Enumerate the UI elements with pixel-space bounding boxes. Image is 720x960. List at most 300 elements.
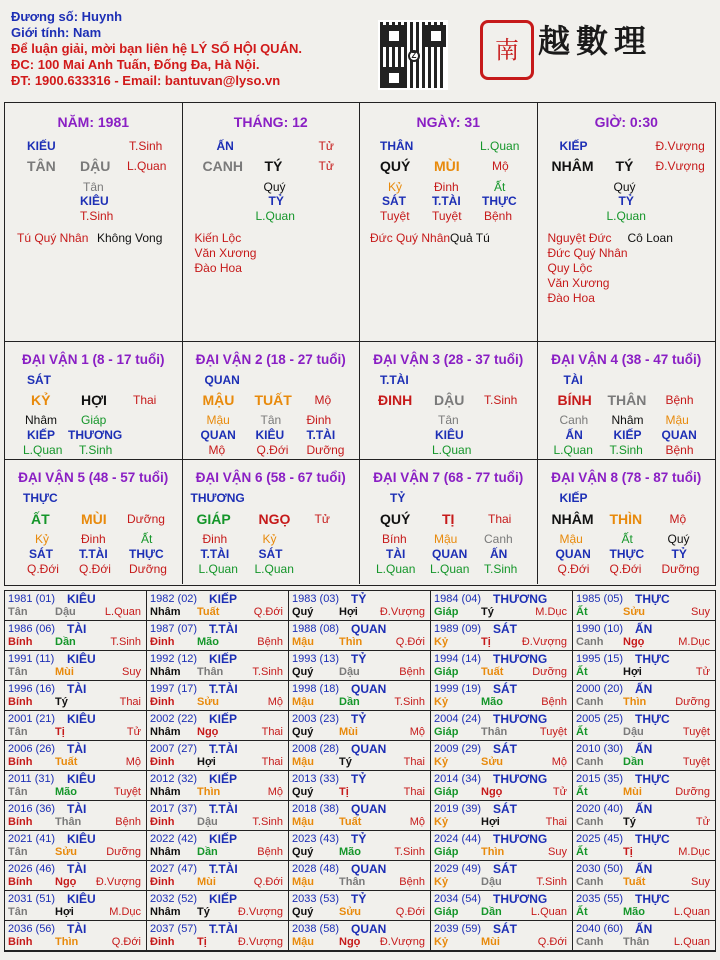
year-label: 2017 (37) bbox=[150, 803, 198, 815]
dai-van-title: ĐẠI VẬN 4 (38 - 47 tuổi) bbox=[551, 352, 702, 367]
hidden-state: Tuyệt bbox=[432, 209, 462, 223]
year-state: Suy bbox=[691, 876, 710, 888]
year-cell bbox=[289, 831, 431, 861]
year-label: 1988 (08) bbox=[292, 623, 340, 635]
year-star: KIÊU bbox=[67, 892, 96, 906]
year-stem: Canh bbox=[576, 876, 604, 888]
year-branch: Dần bbox=[623, 756, 644, 768]
dai-van-star: KIẾP bbox=[559, 491, 588, 505]
year-branch: Thìn bbox=[55, 936, 79, 948]
dai-van-star: T.TÀI bbox=[380, 373, 409, 387]
year-cell bbox=[431, 891, 573, 921]
year-branch: Tị bbox=[55, 726, 65, 738]
year-star: TÀI bbox=[67, 922, 87, 936]
year-cell bbox=[5, 591, 147, 621]
year-branch: Tị bbox=[481, 636, 491, 648]
year-stem: Bính bbox=[8, 696, 33, 708]
year-state: Thai bbox=[261, 726, 283, 738]
pillar-extra: Quy Lộc bbox=[547, 261, 593, 275]
year-state: Tuyệt bbox=[682, 756, 710, 768]
year-branch: Hợi bbox=[481, 816, 500, 828]
year-cell bbox=[573, 681, 715, 711]
pillar-chi-state: Mộ bbox=[492, 159, 509, 173]
year-star: TỶ bbox=[351, 892, 367, 906]
dai-van-star: TỶ bbox=[390, 491, 406, 505]
year-star: KIÊU bbox=[67, 652, 96, 666]
year-star: T.TÀI bbox=[209, 682, 238, 696]
year-star: THƯƠNG bbox=[493, 832, 548, 846]
year-stem: Quý bbox=[292, 666, 314, 678]
year-branch: Tý bbox=[339, 756, 352, 768]
year-stem: Giáp bbox=[434, 786, 459, 798]
year-cell bbox=[431, 861, 573, 891]
year-star: THỰC bbox=[635, 832, 670, 846]
year-stem: Mậu bbox=[292, 696, 314, 708]
dai-van-hidden-star: T.TÀI bbox=[306, 428, 336, 442]
dai-van-star: QUAN bbox=[204, 373, 240, 387]
year-label: 1994 (14) bbox=[434, 653, 482, 665]
year-stem: Ất bbox=[576, 726, 588, 738]
year-stem: Canh bbox=[576, 816, 604, 828]
year-stem: Bính bbox=[8, 816, 33, 828]
dai-van-can: ẤT bbox=[31, 511, 50, 527]
year-state: L.Quan bbox=[673, 936, 710, 948]
contact-invite: Để luận giải, mời bạn liên hệ LÝ SỐ HỘI QUÁN. bbox=[11, 41, 302, 56]
year-branch: Thìn bbox=[339, 636, 363, 648]
year-stem: Nhâm bbox=[150, 726, 181, 738]
dai-van-hidden: Bính bbox=[382, 532, 407, 546]
year-state: Q.Đới bbox=[537, 936, 567, 948]
year-star: TỶ bbox=[351, 772, 367, 786]
year-star: THƯƠNG bbox=[493, 652, 548, 666]
hidden-star: KIÊU bbox=[80, 194, 109, 208]
year-state: Bệnh bbox=[399, 666, 425, 678]
year-stem: Đinh bbox=[150, 936, 175, 948]
year-label: 2003 (23) bbox=[292, 713, 340, 725]
year-cell bbox=[147, 891, 289, 921]
qr-code-icon bbox=[378, 20, 448, 90]
year-branch: Thìn bbox=[623, 696, 647, 708]
year-star: TỶ bbox=[351, 652, 367, 666]
dai-van-hidden-star: KIẾP bbox=[613, 428, 642, 442]
year-star: THỰC bbox=[635, 592, 670, 606]
dai-van-hidden-state: Q.Đới bbox=[256, 443, 289, 457]
dai-van-hidden-star: KIÊU bbox=[255, 428, 285, 442]
dai-van-hidden-star: T.TÀI bbox=[200, 547, 230, 561]
year-star: KIẾP bbox=[209, 832, 238, 846]
year-label: 2036 (56) bbox=[8, 923, 56, 935]
year-cell bbox=[573, 771, 715, 801]
dai-van-can: BÍNH bbox=[557, 392, 592, 408]
year-stem: Đinh bbox=[150, 816, 175, 828]
year-state: Tử bbox=[695, 666, 710, 678]
dai-van-hidden: Quý bbox=[667, 532, 690, 546]
pillar-can: CANH bbox=[202, 158, 243, 174]
year-star: ẤN bbox=[635, 862, 653, 876]
pillar-chi: TÝ bbox=[264, 158, 283, 174]
year-stem: Kỷ bbox=[434, 876, 449, 888]
year-stem: Nhâm bbox=[150, 786, 181, 798]
year-label: 2018 (38) bbox=[292, 803, 340, 815]
year-cell bbox=[573, 831, 715, 861]
year-cell bbox=[431, 921, 573, 951]
dai-van-hidden-star: TỶ bbox=[671, 547, 687, 561]
year-cell bbox=[289, 921, 431, 951]
dai-van-hidden: Đinh bbox=[202, 532, 228, 546]
year-stem: Tân bbox=[8, 666, 28, 678]
hidden-state: L.Quan bbox=[606, 209, 646, 223]
pillar-extra: Văn Xương bbox=[547, 276, 610, 290]
year-state: T.Sinh bbox=[252, 816, 283, 828]
dai-van-hidden: Mậu bbox=[206, 413, 230, 427]
year-cell bbox=[573, 861, 715, 891]
hidden-stem: Tân bbox=[83, 180, 104, 194]
year-label: 1990 (10) bbox=[576, 623, 624, 635]
year-star: TÀI bbox=[67, 622, 87, 636]
year-star: T.TÀI bbox=[209, 862, 238, 876]
year-state: T.Sinh bbox=[394, 696, 425, 708]
dai-van-1 bbox=[5, 342, 183, 460]
year-branch: Sửu bbox=[481, 756, 504, 768]
year-star: TÀI bbox=[67, 742, 87, 756]
year-cell bbox=[147, 801, 289, 831]
year-state: Bệnh bbox=[399, 876, 425, 888]
year-branch: Mão bbox=[481, 696, 503, 708]
year-label: 2032 (52) bbox=[150, 893, 198, 905]
year-star: THỰC bbox=[635, 712, 670, 726]
hidden-stem: Kỷ bbox=[388, 180, 403, 194]
year-branch: Sửu bbox=[339, 906, 362, 918]
year-label: 2002 (22) bbox=[150, 713, 198, 725]
year-star: T.TÀI bbox=[209, 802, 238, 816]
hidden-stem: Ất bbox=[494, 180, 506, 194]
dai-van-hidden: Đinh bbox=[306, 413, 332, 427]
pillar-extra: Đức Quý Nhân bbox=[547, 246, 628, 260]
year-label: 1984 (04) bbox=[434, 593, 482, 605]
dai-van-5 bbox=[5, 460, 183, 584]
dai-van-hidden-star: THƯƠNG bbox=[68, 428, 123, 442]
year-label: 2023 (43) bbox=[292, 833, 340, 845]
dai-van-can: GIÁP bbox=[196, 511, 231, 527]
hidden-star: TỶ bbox=[268, 194, 284, 208]
year-label: 2011 (31) bbox=[8, 773, 55, 785]
year-branch: Mùi bbox=[55, 666, 74, 678]
dai-van-title: ĐẠI VẬN 7 (68 - 77 tuổi) bbox=[373, 470, 524, 485]
pillar-title: GIỜ: 0:30 bbox=[594, 114, 658, 130]
year-state: Tuyệt bbox=[113, 786, 141, 798]
year-star: KIẾP bbox=[209, 892, 238, 906]
year-state: Suy bbox=[548, 846, 567, 858]
year-branch: Mão bbox=[623, 906, 645, 918]
year-stem: Quý bbox=[292, 726, 314, 738]
dai-van-hidden-state: L.Quan bbox=[430, 562, 470, 576]
dai-van-hidden: Nhâm bbox=[611, 413, 644, 427]
year-stem: Đinh bbox=[150, 756, 175, 768]
pillar-extra: Đức Quý Nhân bbox=[370, 231, 451, 245]
year-star: THƯƠNG bbox=[493, 892, 548, 906]
year-branch: Ngọ bbox=[55, 876, 77, 888]
year-branch: Tuất bbox=[339, 816, 362, 828]
year-branch: Tý bbox=[481, 606, 494, 618]
year-cell bbox=[431, 711, 573, 741]
year-branch: Tuất bbox=[623, 876, 646, 888]
dai-van-hidden-state: L.Quan bbox=[376, 562, 416, 576]
year-cell bbox=[5, 771, 147, 801]
year-star: TÀI bbox=[67, 862, 87, 876]
year-cell bbox=[573, 921, 715, 951]
contact-phone-email: ĐT: 1900.633316 - Email: bantuvan@lyso.vn bbox=[11, 73, 281, 88]
dai-van-hidden-star: T.TÀI bbox=[79, 547, 108, 561]
year-cell bbox=[5, 861, 147, 891]
pillar-extra: Tú Quý Nhân bbox=[17, 231, 89, 245]
year-stem: Mậu bbox=[292, 756, 314, 768]
year-stem: Kỷ bbox=[434, 756, 449, 768]
pillar-extra: Đào Hoa bbox=[547, 291, 595, 305]
year-star: KIẾP bbox=[209, 712, 238, 726]
dai-van-hidden-state: L.Quan bbox=[198, 562, 238, 576]
dai-van-hidden: Ất bbox=[141, 532, 153, 546]
year-stem: Giáp bbox=[434, 846, 459, 858]
year-branch: Thìn bbox=[197, 786, 221, 798]
dai-van-hidden: Mậu bbox=[434, 532, 458, 546]
year-branch: Sửu bbox=[55, 846, 78, 858]
year-label: 2008 (28) bbox=[292, 743, 340, 755]
year-label: 2014 (34) bbox=[434, 773, 482, 785]
year-label: 2027 (47) bbox=[150, 863, 198, 875]
year-state: Mộ bbox=[267, 786, 283, 798]
pillar-extra: Kiến Lộc bbox=[194, 231, 242, 245]
year-stem: Quý bbox=[292, 846, 314, 858]
year-label: 2025 (45) bbox=[576, 833, 624, 845]
pillar-chi-state: Đ.Vượng bbox=[655, 159, 705, 173]
year-star: QUAN bbox=[351, 862, 387, 876]
year-state: Mộ bbox=[409, 726, 425, 738]
hidden-state: Bệnh bbox=[484, 209, 513, 223]
year-stem: Đinh bbox=[150, 696, 175, 708]
dai-van-hidden-state: Q.Đới bbox=[557, 562, 590, 576]
year-star: TÀI bbox=[67, 682, 87, 696]
year-label: 2015 (35) bbox=[576, 773, 624, 785]
year-cell bbox=[573, 801, 715, 831]
dai-van-hidden-state: T.Sinh bbox=[484, 562, 518, 576]
dai-van-star: SÁT bbox=[27, 373, 51, 387]
pillar-chi-state: Tử bbox=[318, 159, 334, 173]
dai-van-star: THƯƠNG bbox=[190, 491, 245, 505]
hidden-stem: Đinh bbox=[434, 180, 459, 194]
pillar-title: NGÀY: 31 bbox=[416, 114, 481, 130]
year-star: QUAN bbox=[351, 802, 387, 816]
year-branch: Dậu bbox=[339, 666, 360, 678]
year-label: 2007 (27) bbox=[150, 743, 198, 755]
dai-van-title: ĐẠI VẬN 3 (28 - 37 tuổi) bbox=[373, 352, 524, 367]
year-state: Thai bbox=[545, 816, 567, 828]
year-stem: Giáp bbox=[434, 606, 459, 618]
pillar-extra: Đào Hoa bbox=[194, 261, 242, 275]
year-star: KIÊU bbox=[67, 832, 96, 846]
dai-van-hidden-state: Q.Đới bbox=[27, 562, 59, 576]
year-label: 2005 (25) bbox=[576, 713, 624, 725]
year-stem: Ất bbox=[576, 906, 588, 918]
year-state: Dưỡng bbox=[532, 666, 567, 678]
year-label: 2040 (60) bbox=[576, 923, 624, 935]
year-state: Mộ bbox=[267, 696, 283, 708]
year-label: 1993 (13) bbox=[292, 653, 340, 665]
year-star: THỰC bbox=[635, 772, 670, 786]
year-stem: Giáp bbox=[434, 666, 459, 678]
year-star: SÁT bbox=[493, 802, 517, 816]
pillar-star: THÂN bbox=[380, 139, 414, 153]
year-stem: Bính bbox=[8, 876, 33, 888]
dai-van-state: Thai bbox=[488, 512, 512, 526]
year-star: ẤN bbox=[635, 622, 653, 636]
year-label: 2029 (49) bbox=[434, 863, 482, 875]
year-stem: Bính bbox=[8, 756, 33, 768]
year-label: 2020 (40) bbox=[576, 803, 624, 815]
year-branch: Dậu bbox=[481, 876, 502, 888]
year-stem: Canh bbox=[576, 756, 604, 768]
year-state: T.Sinh bbox=[536, 876, 567, 888]
hidden-stem: Quý bbox=[613, 180, 636, 194]
pillar-extra: Không Vong bbox=[97, 231, 163, 245]
year-label: 2022 (42) bbox=[150, 833, 198, 845]
year-cell bbox=[5, 801, 147, 831]
dai-van-hidden-star: QUAN bbox=[200, 428, 236, 442]
year-label: 2010 (30) bbox=[576, 743, 624, 755]
dai-van-7 bbox=[360, 460, 538, 584]
pillar-can: NHÂM bbox=[551, 158, 594, 174]
year-label: 2000 (20) bbox=[576, 683, 624, 695]
dai-van-4 bbox=[538, 342, 716, 460]
pillar-month bbox=[183, 103, 361, 342]
year-state: M.Dục bbox=[678, 846, 710, 858]
year-star: QUAN bbox=[351, 622, 387, 636]
dai-van-hidden: Đinh bbox=[81, 532, 106, 546]
year-cell bbox=[431, 681, 573, 711]
year-state: M.Dục bbox=[678, 636, 710, 648]
year-cell bbox=[147, 741, 289, 771]
year-label: 1991 (11) bbox=[8, 653, 55, 665]
year-cell bbox=[147, 591, 289, 621]
year-branch: Hợi bbox=[55, 906, 74, 918]
dai-van-hidden: Kỷ bbox=[35, 532, 50, 546]
year-branch: Tý bbox=[55, 696, 68, 708]
year-cell bbox=[147, 771, 289, 801]
year-branch: Thìn bbox=[481, 846, 505, 858]
year-state: Thai bbox=[403, 786, 425, 798]
dai-van-can: KỶ bbox=[31, 392, 51, 408]
dai-van-3 bbox=[360, 342, 538, 460]
year-state: Q.Đới bbox=[395, 636, 425, 648]
pillar-extra: Cô Loan bbox=[627, 231, 673, 245]
year-branch: Sửu bbox=[623, 606, 646, 618]
year-cell bbox=[5, 681, 147, 711]
dai-van-chi: THÂN bbox=[607, 392, 647, 408]
pillar-star: ẤN bbox=[216, 139, 234, 153]
dai-van-chi: TUẤT bbox=[254, 392, 292, 408]
dai-van-chi: TỊ bbox=[442, 511, 455, 527]
year-stem: Đinh bbox=[150, 636, 175, 648]
year-star: SÁT bbox=[493, 622, 517, 636]
year-label: 2016 (36) bbox=[8, 803, 56, 815]
year-star: THƯƠNG bbox=[493, 772, 548, 786]
year-state: Thai bbox=[261, 756, 283, 768]
pillar-year bbox=[5, 103, 183, 342]
year-cell bbox=[289, 621, 431, 651]
year-label: 1981 (01) bbox=[8, 593, 56, 605]
year-cell bbox=[431, 591, 573, 621]
year-label: 2026 (46) bbox=[8, 863, 56, 875]
pillar-star: KIẾU bbox=[27, 139, 56, 153]
year-star: QUAN bbox=[351, 682, 387, 696]
brand-logo: 越數理 bbox=[538, 22, 653, 60]
contact-address: ĐC: 100 Mai Anh Tuấn, Đống Đa, Hà Nội. bbox=[11, 57, 260, 72]
year-branch: Tuất bbox=[55, 756, 78, 768]
year-branch: Hợi bbox=[197, 756, 216, 768]
dai-van-chi: NGỌ bbox=[258, 511, 291, 527]
dai-van-hidden-state: Q.Đới bbox=[79, 562, 111, 576]
year-branch: Dần bbox=[55, 636, 76, 648]
year-star: TÀI bbox=[67, 802, 87, 816]
year-star: ẤN bbox=[635, 802, 653, 816]
pillar-star-state: Đ.Vượng bbox=[655, 139, 705, 153]
year-state: Tử bbox=[552, 786, 567, 798]
year-stem: Tân bbox=[8, 726, 28, 738]
year-state: Bệnh bbox=[257, 636, 283, 648]
year-cell bbox=[289, 711, 431, 741]
year-stem: Tân bbox=[8, 786, 28, 798]
year-state: Suy bbox=[122, 666, 141, 678]
hidden-state: L.Quan bbox=[255, 209, 295, 223]
year-star: SÁT bbox=[493, 742, 517, 756]
year-cell bbox=[431, 621, 573, 651]
dai-van-hidden-star: THỰC bbox=[129, 547, 164, 561]
year-label: 2009 (29) bbox=[434, 743, 482, 755]
year-state: Dưỡng bbox=[675, 786, 710, 798]
year-cell bbox=[431, 801, 573, 831]
year-state: Q.Đới bbox=[395, 906, 425, 918]
year-star: SÁT bbox=[493, 682, 517, 696]
year-state: T.Sinh bbox=[110, 636, 141, 648]
dai-van-hidden-star: ẤN bbox=[490, 547, 508, 561]
year-state: Đ.Vượng bbox=[95, 876, 141, 888]
year-star: KIẾP bbox=[209, 772, 238, 786]
year-state: Q.Đới bbox=[253, 606, 283, 618]
year-stem: Nhâm bbox=[150, 666, 181, 678]
dai-van-state: Tử bbox=[314, 512, 330, 526]
year-state: Thai bbox=[119, 696, 141, 708]
year-star: THƯƠNG bbox=[493, 592, 548, 606]
year-state: M.Dục bbox=[109, 906, 141, 918]
year-star: ẤN bbox=[635, 742, 653, 756]
year-star: ẤN bbox=[635, 922, 653, 936]
dai-van-state: Mộ bbox=[669, 512, 687, 526]
year-state: L.Quan bbox=[530, 906, 567, 918]
annual-years-grid bbox=[4, 590, 716, 952]
dai-van-state: Dưỡng bbox=[127, 512, 165, 526]
pillar-chi: DẬU bbox=[80, 158, 111, 174]
year-label: 2033 (53) bbox=[292, 893, 340, 905]
year-branch: Dần bbox=[339, 696, 360, 708]
year-branch: Mùi bbox=[481, 936, 500, 948]
year-label: 2037 (57) bbox=[150, 923, 198, 935]
seal-logo: 南 bbox=[480, 20, 534, 80]
year-star: T.TÀI bbox=[209, 742, 238, 756]
dai-van-can: MẬU bbox=[202, 392, 235, 408]
hidden-star: SÁT bbox=[382, 194, 406, 208]
year-branch: Tuất bbox=[481, 666, 504, 678]
qr-center-logo: Z bbox=[408, 50, 420, 62]
year-state: Q.Đới bbox=[253, 876, 283, 888]
